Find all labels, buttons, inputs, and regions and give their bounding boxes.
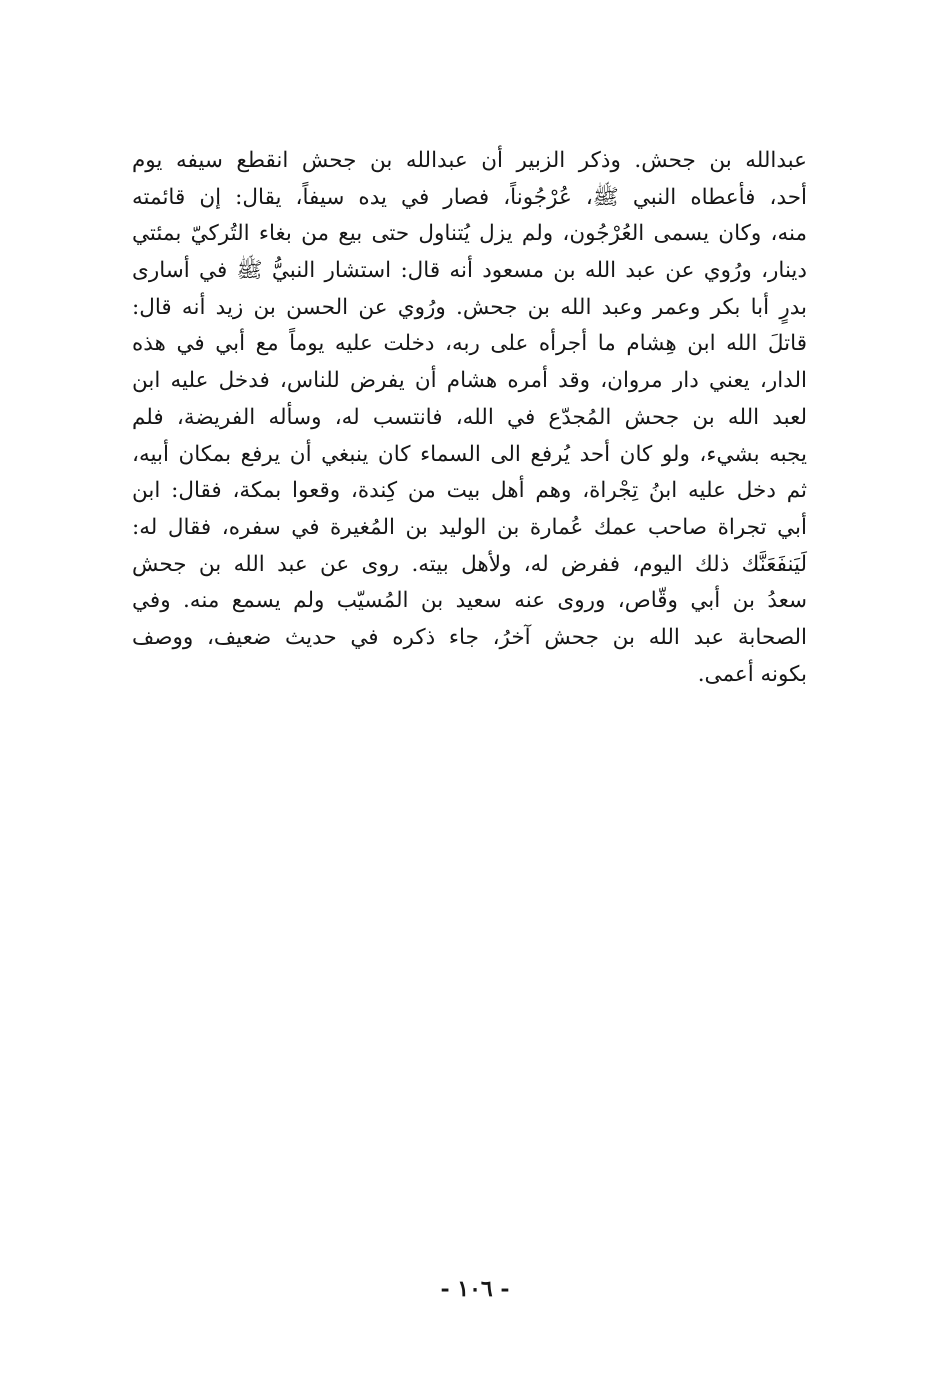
text-line: الدار، يعني دار مروان، وقد أمره هشام أن يفرض للناس، فدخل عليه ابن (132, 368, 807, 394)
text-line: لَيَنفَعَنَّك ذلك اليوم، ففرض له، ولأهل بيته. روى عن عبد الله بن جحش (132, 551, 807, 577)
text-line: لعبد الله بن جحش المُجدّع في الله، فانتسب له، وسأله الفريضة، فلم (132, 404, 807, 430)
text-line: سعدُ بن أبي وقّاص، وروى عنه سعيد بن المُسيّب ولم يسمع منه. وفي (132, 588, 807, 614)
text-line: بدرٍ أبا بكر وعمر وعبد الله بن جحش. ورُوي عن الحسن بن زيد أنه قال: (132, 294, 807, 320)
text-line: دينار، ورُوي عن عبد الله بن مسعود أنه قال: استشار النبيُّ ﷺ في أسارى (132, 258, 807, 284)
text-line: بكونه أعمى. (697, 661, 807, 687)
text-line: قاتلَ الله ابن هِشام ما أجرأه على ربه، دخلت عليه يوماً مع أبي في هذه (132, 331, 807, 357)
text-line: أحد، فأعطاه النبي ﷺ، عُرْجُوناً، فصار في يده سيفاً، يقال: إن قائمته (132, 184, 807, 210)
text-line: الصحابة عبد الله بن جحش آخرُ، جاء ذكره في حديث ضعيف، ووصف (132, 624, 807, 650)
text-line: يجبه بشيء، ولو كان أحد يُرفع الى السماء كان ينبغي أن يرفع بمكان أبيه، (132, 441, 807, 467)
text-line: أبي تجراة صاحب عمك عُمارة بن الوليد بن المُغيرة في سفره، فقال له: (132, 514, 807, 540)
page-number: - ١٠٦ - (440, 1276, 510, 1302)
text-line: عبدالله بن جحش. وذكر الزبير أن عبدالله بن جحش انقطع سيفه يوم (132, 148, 807, 173)
text-line: منه، وكان يسمى العُرْجُون، ولم يزل يُتناول حتى بيع من بغاء التُركيّ بمئتي (132, 221, 807, 247)
body-paragraph (132, 143, 807, 693)
text-line: ثم دخل عليه ابنُ تِجْراة، وهم أهل بيت من كِندة، وقعوا بمكة، فقال: ابن (132, 478, 807, 504)
